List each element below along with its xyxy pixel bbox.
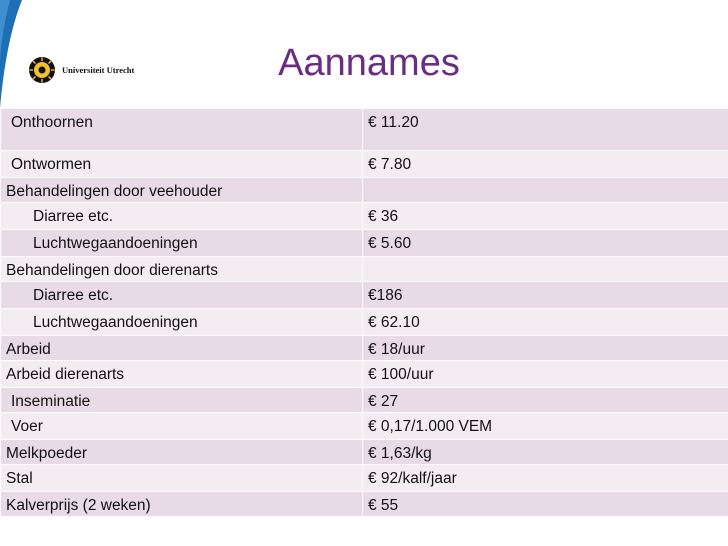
- row-label-cell: [1, 151, 363, 178]
- row-label-cell: [1, 388, 363, 413]
- table-row: [1, 388, 728, 413]
- row-label: Inseminatie: [11, 393, 91, 410]
- row-label-cell: [1, 230, 363, 257]
- row-label-cell: [1, 336, 363, 361]
- table-row: [1, 361, 728, 388]
- row-value-cell: [363, 230, 728, 257]
- row-label-cell: [1, 309, 363, 336]
- row-value: € 5.60: [368, 235, 412, 252]
- slide-title-container: [0, 42, 728, 85]
- row-value-cell: [363, 282, 728, 309]
- row-value: € 7.80: [368, 156, 412, 173]
- slide-title: Aannames: [278, 42, 460, 84]
- table-row: [1, 203, 728, 230]
- row-value: € 27: [368, 393, 399, 410]
- row-value: € 0,17/1.000 VEM: [368, 418, 493, 435]
- table-row: [1, 178, 728, 203]
- row-label-cell: [1, 440, 363, 465]
- row-value-cell: [363, 203, 728, 230]
- row-value: € 100/uur: [368, 366, 434, 383]
- row-value-cell: [363, 388, 728, 413]
- row-value: € 62.10: [368, 314, 420, 331]
- table-row: [1, 440, 728, 465]
- row-label: Onthoornen: [11, 114, 93, 131]
- row-label-cell: [1, 109, 363, 151]
- row-value: € 1,63/kg: [368, 445, 432, 462]
- table-row: [1, 465, 728, 492]
- row-label: Ontwormen: [11, 156, 92, 173]
- table-row: [1, 309, 728, 336]
- row-value-cell: [363, 178, 728, 203]
- table-row: [1, 151, 728, 178]
- row-label: Diarree etc.: [33, 287, 114, 304]
- row-label: Arbeid: [6, 341, 51, 358]
- row-label-cell: [1, 413, 363, 440]
- row-value: € 92/kalf/jaar: [368, 470, 457, 487]
- row-label: Diarree etc.: [33, 208, 114, 225]
- row-value: € 11.20: [368, 114, 419, 131]
- row-value-cell: [363, 413, 728, 440]
- row-label-cell: [1, 178, 363, 203]
- row-value-cell: [363, 361, 728, 388]
- table-row: [1, 336, 728, 361]
- table-row: [1, 413, 728, 440]
- row-label: Kalverprijs (2 weken): [6, 497, 151, 514]
- row-value-cell: [363, 309, 728, 336]
- row-label-cell: [1, 203, 363, 230]
- row-value-cell: [363, 257, 728, 282]
- table-row: [1, 257, 728, 282]
- row-label: Behandelingen door veehouder: [6, 183, 223, 200]
- row-value-cell: [363, 492, 728, 517]
- row-label: Behandelingen door dierenarts: [6, 262, 218, 279]
- row-label-cell: [1, 361, 363, 388]
- table-row: [1, 492, 728, 517]
- row-label-cell: [1, 257, 363, 282]
- row-label: Luchtwegaandoeningen: [33, 235, 198, 252]
- table-row: [1, 230, 728, 257]
- row-value: € 36: [368, 208, 399, 225]
- row-value-cell: [363, 465, 728, 492]
- row-label: Arbeid dierenarts: [6, 366, 125, 383]
- row-value-cell: [363, 151, 728, 178]
- row-value-cell: [363, 109, 728, 151]
- table-row: [1, 282, 728, 309]
- row-value-cell: [363, 336, 728, 361]
- row-value: €186: [368, 287, 403, 304]
- row-label: Melkpoeder: [6, 445, 87, 462]
- assumptions-table: [0, 108, 728, 517]
- row-label-cell: [1, 492, 363, 517]
- row-label: Stal: [6, 470, 33, 487]
- table-row: [1, 109, 728, 151]
- logo-text: Universiteit Utrecht: [62, 65, 135, 75]
- row-label: Luchtwegaandoeningen: [33, 314, 198, 331]
- row-value-cell: [363, 440, 728, 465]
- row-label-cell: [1, 282, 363, 309]
- row-label-cell: [1, 465, 363, 492]
- row-value: € 18/uur: [368, 341, 425, 358]
- row-value: € 55: [368, 497, 399, 514]
- row-label: Voer: [11, 418, 43, 435]
